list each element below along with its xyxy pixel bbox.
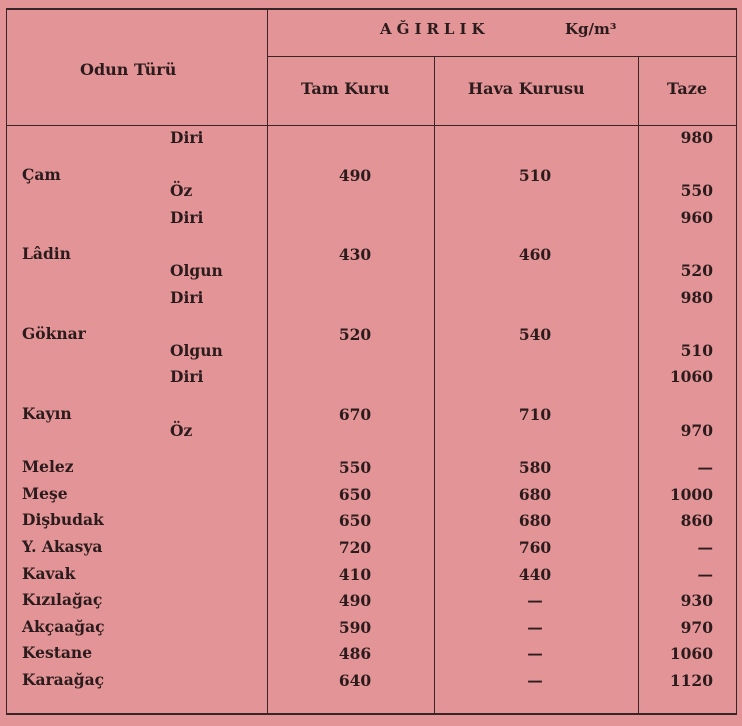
fresh-weight-value: 1000: [669, 485, 713, 504]
dry-weight-value: 650: [338, 511, 372, 530]
dry-weight-value: 720: [338, 538, 372, 557]
species-name: Kavak: [22, 564, 76, 583]
wood-part-label: Diri: [170, 208, 204, 227]
col-dry-header: Tam Kuru: [301, 79, 390, 98]
fresh-weight-value: 980: [680, 288, 713, 307]
species-name: Y. Akasya: [22, 537, 103, 556]
wood-part-label: Diri: [170, 128, 204, 147]
air-dry-weight-value: —: [527, 618, 543, 637]
fresh-weight-value: 930: [680, 591, 713, 610]
air-dry-weight-value: 540: [518, 325, 552, 344]
dry-weight-value: 650: [338, 485, 372, 504]
fresh-weight-value: 1060: [669, 367, 713, 386]
wood-part-label: Diri: [170, 288, 204, 307]
air-dry-weight-value: 760: [518, 538, 552, 557]
air-dry-weight-value: 510: [518, 166, 552, 185]
dry-weight-value: 486: [338, 644, 372, 663]
fresh-weight-value: 980: [680, 128, 713, 147]
dry-weight-value: 430: [338, 245, 372, 264]
header-subdivider: [267, 56, 736, 57]
wood-part-label: Olgun: [170, 261, 223, 280]
col-fresh-header: Taze: [667, 79, 708, 98]
dry-weight-value: 520: [338, 325, 372, 344]
weight-title: AĞIRLIK: [380, 20, 490, 38]
species-name: Lâdin: [22, 244, 71, 263]
dry-weight-value: 550: [338, 458, 372, 477]
fresh-weight-value: 550: [680, 181, 713, 200]
col-air-header: Hava Kurusu: [468, 79, 585, 98]
species-name: Kestane: [22, 643, 93, 662]
fresh-weight-value: —: [697, 458, 713, 477]
divider-air-fresh: [638, 57, 639, 714]
species-name: Meşe: [22, 484, 68, 503]
air-dry-weight-value: 440: [518, 565, 552, 584]
weight-unit: Kg/m³: [565, 20, 617, 38]
air-dry-weight-value: 460: [518, 245, 552, 264]
fresh-weight-value: —: [697, 565, 713, 584]
fresh-weight-value: 1060: [669, 644, 713, 663]
dry-weight-value: 590: [338, 618, 372, 637]
species-name: Karaağaç: [22, 670, 105, 689]
fresh-weight-value: 970: [680, 421, 713, 440]
air-dry-weight-value: 710: [518, 405, 552, 424]
dry-weight-value: 490: [338, 166, 372, 185]
species-name: Göknar: [22, 324, 86, 343]
divider-species: [267, 9, 268, 714]
fresh-weight-value: 1120: [669, 671, 713, 690]
fresh-weight-value: 520: [680, 261, 713, 280]
dry-weight-value: 410: [338, 565, 372, 584]
fresh-weight-value: —: [697, 538, 713, 557]
species-name: Melez: [22, 457, 74, 476]
fresh-weight-value: 860: [680, 511, 713, 530]
fresh-weight-value: 970: [680, 618, 713, 637]
species-name: Kayın: [22, 404, 72, 423]
wood-part-label: Olgun: [170, 341, 223, 360]
air-dry-weight-value: 680: [518, 511, 552, 530]
wood-part-label: Diri: [170, 367, 204, 386]
fresh-weight-value: 960: [680, 208, 713, 227]
species-name: Kızılağaç: [22, 590, 103, 609]
fresh-weight-value: 510: [680, 341, 713, 360]
species-header: Odun Türü: [80, 60, 177, 79]
wood-part-label: Öz: [170, 181, 193, 200]
species-name: Akçaağaç: [22, 617, 105, 636]
air-dry-weight-value: 680: [518, 485, 552, 504]
air-dry-weight-value: —: [527, 671, 543, 690]
divider-dry-air: [434, 57, 435, 714]
dry-weight-value: 640: [338, 671, 372, 690]
species-name: Çam: [22, 165, 61, 184]
species-name: Dişbudak: [22, 510, 104, 529]
wood-part-label: Öz: [170, 421, 193, 440]
air-dry-weight-value: 580: [518, 458, 552, 477]
dry-weight-value: 490: [338, 591, 372, 610]
dry-weight-value: 670: [338, 405, 372, 424]
header-bottom-rule: [7, 125, 736, 126]
air-dry-weight-value: —: [527, 644, 543, 663]
air-dry-weight-value: —: [527, 591, 543, 610]
